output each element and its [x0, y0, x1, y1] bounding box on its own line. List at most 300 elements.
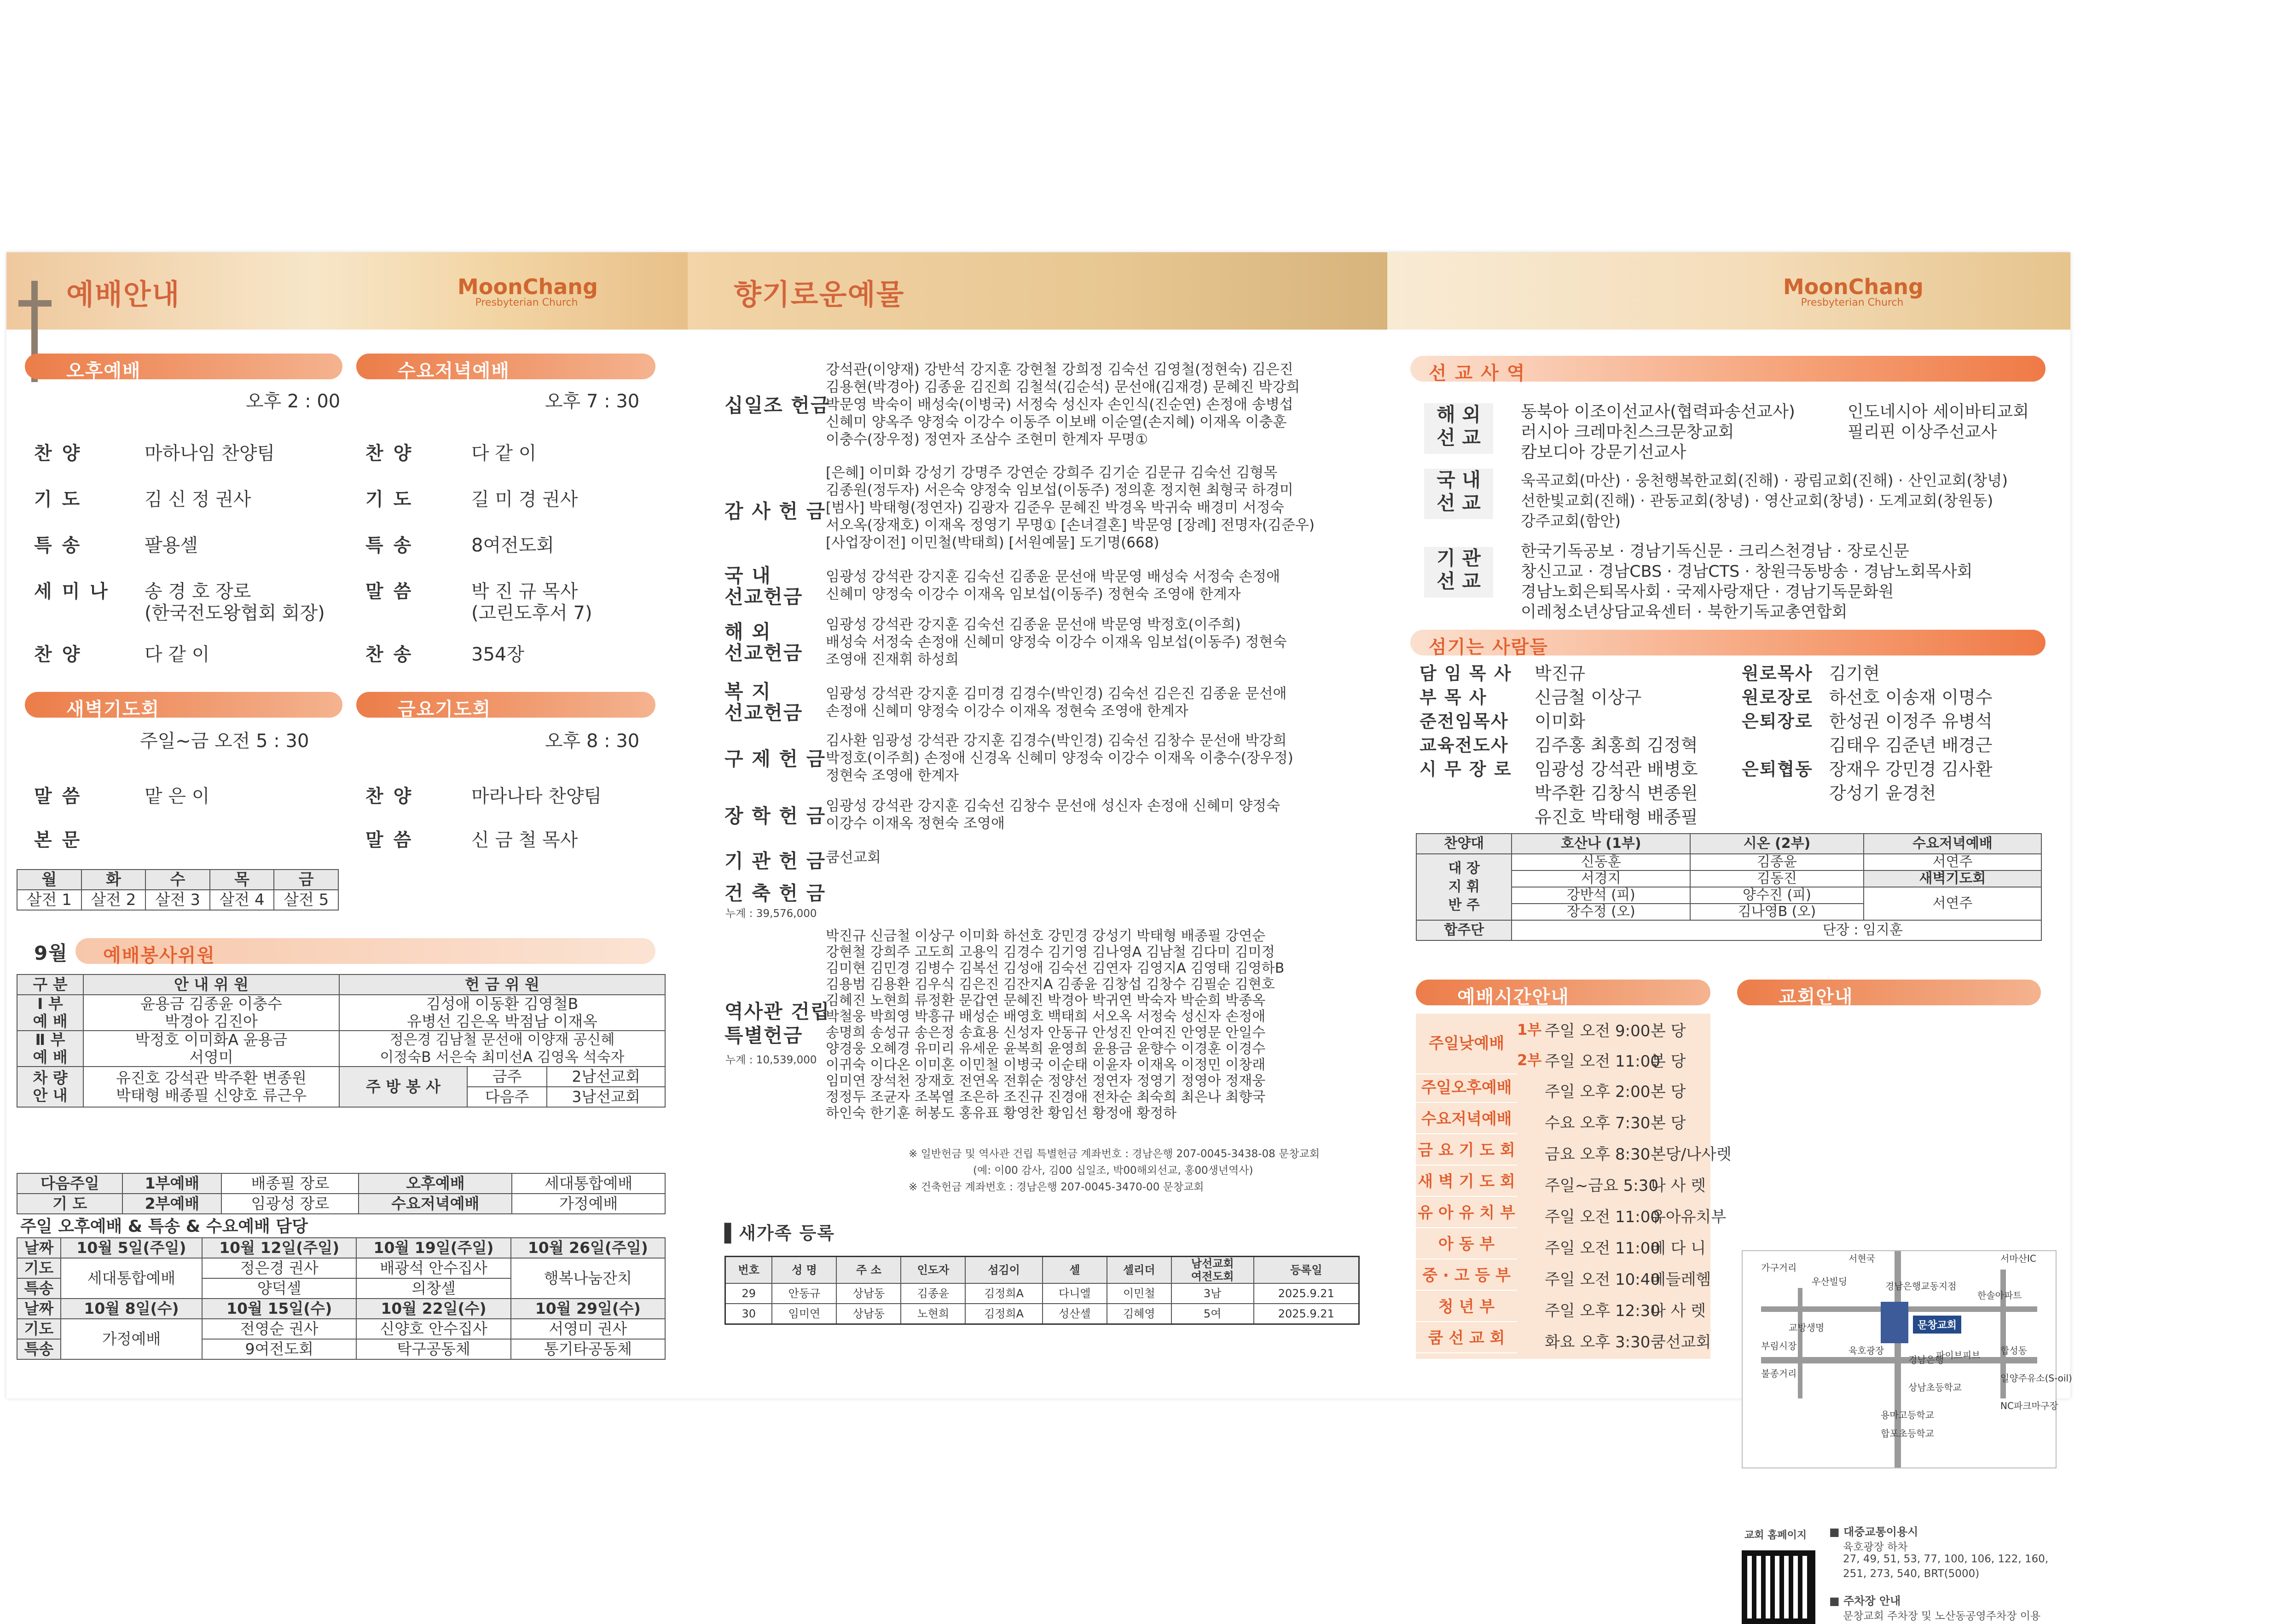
- afternoon-value: 김 신 정 권사: [145, 489, 251, 510]
- duty-row-label: 특송: [17, 1278, 61, 1299]
- offering-name-line: 양경웅 오혜경 유미리 유세운 윤복희 윤영희 윤용금 윤향수 이경훈 이경수: [826, 1041, 1266, 1057]
- servant-names: 김주홍 최홍희 김정혁: [1535, 735, 1698, 755]
- new-family-cell: 김정희A: [965, 1283, 1042, 1304]
- service-place: 베 다 니: [1651, 1239, 1706, 1258]
- duty-value: 정은경 권사: [202, 1258, 356, 1278]
- duty-date: 10월 19일(주일): [356, 1238, 510, 1258]
- friday-label: 말 씀: [365, 829, 413, 851]
- service-time: 주일 오후 2:00: [1545, 1083, 1651, 1101]
- new-family-cell: 안동규: [772, 1283, 836, 1304]
- map-label: 합포초등학교: [1881, 1428, 1934, 1439]
- servant-names: 한성권 이정주 유병석: [1829, 711, 1993, 731]
- overseas-item: 인도네시아 세이바티교회: [1848, 402, 2029, 421]
- domestic-line: 선한빛교회(진해) · 관동교회(창녕) · 영산교회(창녕) · 도계교회(창원동): [1521, 492, 1993, 510]
- servant-role: 은퇴협동: [1742, 759, 1813, 779]
- offering-name-line: 강석관(이양재) 강반석 강지훈 강현철 강희정 김숙선 김영철(정현숙) 김은진: [826, 361, 1293, 378]
- new-family-cell: 29: [725, 1283, 772, 1304]
- service-name: 아 동 부: [1416, 1230, 1517, 1259]
- afternoon-label: 찬 양: [34, 443, 82, 464]
- parking-info: 문창교회 주차장 및 노산동공영주차장 이용: [1843, 1610, 2041, 1622]
- offering-name-line: 박진규 신금철 이상구 이미화 하선호 강민경 강성기 박태형 배종필 강연순: [826, 928, 1266, 944]
- servant-role: 시 무 장 로: [1420, 759, 1512, 779]
- choir-member: 신동훈: [1512, 854, 1690, 870]
- church-brand: [1783, 274, 1924, 308]
- service-time: 주일~금요 5:30: [1545, 1177, 1659, 1195]
- servant-names: 김기현: [1829, 663, 1880, 684]
- map-label: 가구거리: [1761, 1262, 1797, 1273]
- offering-name-line: 이충수(장우정) 정연자 조삼수 조현미 한계자 무명①: [826, 431, 1148, 448]
- day-header: 화: [81, 870, 146, 890]
- afternoon-value: 송 경 호 장로: [145, 581, 251, 602]
- choir-role-label: 대 장 지 휘 반 주: [1416, 854, 1512, 920]
- offering-names: [826, 928, 1284, 1121]
- duty-row-label: 기도: [17, 1319, 61, 1339]
- day-header: 월: [17, 870, 81, 890]
- offering-name-line: 송명희 송성규 송은정 송효용 신성자 안동규 안성진 안여진 안영문 안일수: [826, 1025, 1266, 1041]
- duty-value: 의창셀: [356, 1278, 510, 1299]
- new-family-cell: 임미연: [772, 1304, 836, 1324]
- dawn-label: 말 씀: [34, 786, 82, 807]
- worship-panel: [6, 252, 688, 1398]
- offering-label: 장 학 헌 금: [724, 805, 826, 827]
- friday-value: 마라나타 찬양팀: [471, 786, 602, 807]
- church-building-icon: [1881, 1302, 1908, 1343]
- church-brand: [458, 276, 596, 308]
- service-time: 주일 오전 11:00: [1545, 1239, 1660, 1258]
- duty-date: 10월 8일(수): [61, 1299, 202, 1319]
- offering-name-line: 임광성 강석관 강지훈 김미경 김경수(박인경) 김숙선 김은진 김종윤 문선애: [826, 685, 1287, 702]
- friday-label: 찬 양: [365, 786, 413, 807]
- offering-names: [826, 568, 1280, 603]
- new-family-cell: 다니엘: [1043, 1283, 1107, 1304]
- wednesday-label: 말 씀: [365, 581, 413, 602]
- offering-name-line: [은혜] 이미화 강성기 강명주 강연순 강희주 김기순 김문규 김숙선 김형목: [826, 464, 1278, 481]
- servant-role: 준전임목사: [1420, 711, 1509, 731]
- offering-name-line: 강현철 강희주 고도희 고용익 김경수 김기영 김나영A 김남철 김다미 김미정: [826, 944, 1275, 960]
- new-family-row: [725, 1283, 1359, 1304]
- offering-name-line: 김용현(박경아) 김종윤 김진희 김철석(김순석) 문선애(김재경) 문혜진 박강희: [826, 379, 1300, 395]
- duty-value: 양덕셀: [202, 1278, 356, 1299]
- offering-names: [826, 685, 1286, 720]
- wednesday-label: 찬 송: [365, 644, 413, 665]
- offering-name-line: 김종원(정두자) 서은숙 양정숙 임보섭(이동주) 정의훈 정지현 최형국 하경미: [826, 482, 1293, 499]
- wednesday-label: 기 도: [365, 489, 413, 510]
- choir-header: 호산나 (1부): [1512, 834, 1690, 854]
- map-label: 부림시장: [1761, 1340, 1797, 1351]
- friday-time: 오후 8 : 30: [545, 731, 640, 752]
- choir-member: 서연주: [1864, 854, 2041, 870]
- overseas-item: 캄보디아 강문기선교사: [1521, 443, 1686, 462]
- offering-title: 향기로운예물: [734, 278, 905, 311]
- servant-role: 담 임 목 사: [1420, 663, 1512, 684]
- servant-names: 신금철 이상구: [1535, 687, 1642, 708]
- day-reading: 살전 3: [145, 890, 210, 910]
- new-family-cell: 이민철: [1107, 1283, 1171, 1304]
- choir-table: [1416, 833, 2042, 941]
- service-name: 수요저녁예배: [1416, 1105, 1517, 1134]
- new-family-header: 번호: [725, 1257, 772, 1284]
- offering-name-line: 김혜진 노현희 류정환 문갑연 문혜진 박경아 박귀연 박숙자 박순희 박종옥: [826, 992, 1266, 1009]
- new-family-cell: 김정희A: [965, 1304, 1042, 1324]
- duty-value: 가정예배: [61, 1319, 202, 1359]
- offering-name-line: 김미현 김민경 김병수 김복선 김성애 김숙선 김연자 김영지A 김영태 김영하B: [826, 960, 1285, 976]
- new-family-header: 셀: [1043, 1257, 1107, 1284]
- new-family-cell: 2025.9.21: [1254, 1304, 1359, 1324]
- info-banner: [1387, 252, 2070, 330]
- servant-names: 장재우 강민경 김사환: [1829, 759, 1993, 779]
- service-name: 주일낮예배: [1416, 1014, 1517, 1074]
- servant-names: 강성기 윤경천: [1829, 783, 1936, 803]
- bus-line: 육호광장 하차: [1843, 1541, 1908, 1553]
- new-family-header: 등록일: [1254, 1257, 1359, 1284]
- map-label: 파이브피브: [1936, 1350, 1981, 1361]
- choir-member: 서연주: [1864, 887, 2041, 920]
- times-header: 예배시간안내: [1416, 980, 1710, 1005]
- offering-panel: [688, 252, 1387, 1398]
- offering-name-line: 박정호(이주희) 손정애 신경옥 신혜미 양정숙 이강수 이재옥 이충수(장우정): [826, 750, 1293, 766]
- offering-name-line: 이귀숙 이다온 이미혼 이민철 이병국 이순태 이윤자 이재옥 이정민 이창래: [826, 1057, 1266, 1073]
- offering-name-line: 김사환 임광성 강석관 강지훈 김경수(박인경) 김숙선 김창수 문선애 박강희: [826, 732, 1287, 749]
- duty-date: 10월 22일(수): [356, 1299, 510, 1319]
- day-header: 수: [145, 870, 210, 890]
- wednesday-label: 특 송: [365, 535, 413, 556]
- overseas-item: 동북아 이조이선교사(협력파송선교사): [1521, 402, 1795, 421]
- offering-name-line: 손정애 신혜미 양정숙 이강수 이재옥 정현숙 조영애 한계자: [826, 703, 1188, 719]
- servant-role: 원로장로: [1742, 687, 1813, 708]
- afternoon-value: 팔용셀: [145, 535, 198, 556]
- new-family-cell: 30: [725, 1304, 772, 1324]
- worship-title: 예배안내: [66, 278, 180, 311]
- offering-label: 복 지 선교헌금: [724, 680, 803, 724]
- new-family-header: 주 소: [836, 1257, 901, 1284]
- ensemble-leader: 단장 : 임지훈: [1512, 920, 2041, 940]
- map-label: 경남은행교동지점: [1885, 1281, 1957, 1292]
- offering-name-line: 정정두 조균자 조복열 조은하 조진규 진경애 전차순 최숙희 최은나 최향국: [826, 1089, 1266, 1105]
- offering-label: 국 내 선교헌금: [724, 564, 803, 608]
- volunteer-col-header: 구 분: [17, 974, 83, 995]
- next-service: 수요저녁예배: [359, 1194, 512, 1214]
- day-reading: 살전 2: [81, 890, 146, 910]
- service-name: 주일오후예배: [1416, 1073, 1517, 1103]
- brand-sub: Presbyterian Church: [1801, 297, 1904, 308]
- duty-date: 10월 5일(주일): [61, 1238, 202, 1258]
- usher-names: 윤용금 김종윤 이충수 박경아 김진아: [83, 995, 339, 1031]
- afternoon-time: 오후 2 : 00: [246, 391, 341, 412]
- new-family-cell: 노현희: [901, 1304, 965, 1324]
- duty-date: 10월 29일(수): [511, 1299, 665, 1319]
- duty-row-label: 날짜: [17, 1238, 61, 1258]
- service-time: 수요 오후 7:30: [1545, 1114, 1651, 1132]
- volunteer-table: [17, 974, 666, 1108]
- account-example: (예: 이00 감사, 김00 십일조, 박00해외선교, 홍00생년역사): [973, 1165, 1253, 1177]
- new-family-cell: 상남동: [836, 1304, 901, 1324]
- building-total: 누계 : 39,576,000: [725, 908, 817, 920]
- map-label: 경남은행: [1908, 1354, 1944, 1365]
- wednesday-value: 다 같 이: [471, 443, 537, 464]
- new-family-header: 성 명: [772, 1257, 836, 1284]
- service-part: 2부: [1517, 1051, 1542, 1069]
- wednesday-value-note: (고린도후서 7): [471, 603, 592, 624]
- afternoon-value-note: (한국전도왕협회 회장): [145, 603, 325, 624]
- kitchen-group: 2남선교회: [547, 1067, 665, 1087]
- new-family-header: 셀리더: [1107, 1257, 1171, 1284]
- new-family-table: [724, 1256, 1360, 1325]
- service-place: 본 당: [1651, 1052, 1686, 1071]
- service-time: 주일 오후 12:30: [1545, 1302, 1660, 1320]
- offering-label: 해 외 선교헌금: [724, 621, 803, 664]
- next-prayer: 임광성 장로: [221, 1194, 359, 1214]
- service-time: 주일 오전 11:00: [1545, 1052, 1660, 1071]
- service-place: 본 당: [1651, 1022, 1686, 1040]
- offering-name-line: 정현숙 조영애 한계자: [826, 767, 959, 784]
- offering-name-line: 임광성 강석관 강지훈 김숙선 김종윤 문선애 박문영 박정호(이주희): [826, 616, 1241, 633]
- map-label: 서현국: [1848, 1253, 1875, 1264]
- service-name: 청 년 부: [1416, 1293, 1517, 1322]
- next-prayer: 가정예배: [512, 1194, 665, 1214]
- service-place: 본 당: [1651, 1083, 1686, 1101]
- map-label: 불종거리: [1761, 1368, 1797, 1379]
- offering-name-line: 임미연 장석천 장재호 전연옥 전휘순 정양선 정연자 정영기 정영아 정재웅: [826, 1073, 1266, 1089]
- offering-names: [826, 616, 1286, 668]
- choir-member: 김나영B (오): [1690, 904, 1864, 920]
- offering-name-line: [사업장이전] 이민철(박태희) [서원예물] 도기명(668): [826, 534, 1159, 551]
- domestic-line: 강주교회(함안): [1521, 512, 1621, 530]
- next-service: 2부예배: [122, 1194, 221, 1214]
- service-time: 주일 오전 9:00: [1545, 1022, 1651, 1040]
- offering-names: [826, 361, 1300, 448]
- offering-name-line: 배성숙 서정숙 손정애 신혜미 양정숙 이강수 이재옥 임보섭(이동주) 정현숙: [826, 634, 1287, 650]
- servant-names: 김태우 김준년 배경근: [1829, 735, 1993, 755]
- day-reading: 살전 1: [17, 890, 81, 910]
- new-family-cell: 성산셀: [1043, 1304, 1107, 1324]
- map-label: 합성동: [2000, 1345, 2027, 1356]
- map-label: NC파크마구장: [2000, 1400, 2058, 1411]
- afternoon-value: 다 같 이: [145, 644, 210, 665]
- next-week-table: [17, 1173, 666, 1214]
- offering-names: 정은경 김남철 문선애 이양재 공신혜 이정숙B 서은숙 최미선A 김영옥 석숙자: [339, 1031, 665, 1067]
- servant-names: 하선호 이송재 이명수: [1829, 687, 1993, 708]
- overseas-item: 러시아 크레마친스크문창교회: [1521, 423, 1734, 441]
- domestic-label: 국 내 선 교: [1424, 469, 1493, 519]
- next-prayer: 세대통합예배: [512, 1173, 665, 1194]
- new-family-cell: 김혜영: [1107, 1304, 1171, 1324]
- offering-name-line: 조영애 진재휘 하성희: [826, 651, 959, 668]
- new-family-header: 인도자: [901, 1257, 965, 1284]
- offering-name-line: 임광성 강석관 강지훈 김숙선 김창수 문선애 성신자 손정애 신혜미 양정숙: [826, 798, 1281, 814]
- new-family-row: [725, 1304, 1359, 1324]
- duty-row-label: 특송: [17, 1339, 61, 1359]
- map-road: [1798, 1288, 1802, 1398]
- next-week-label: 기 도: [17, 1194, 122, 1214]
- servant-role: 부 목 사: [1420, 687, 1487, 708]
- offering-label: 감 사 헌 금: [724, 500, 826, 522]
- qr-code-icon[interactable]: [1742, 1550, 1815, 1624]
- history-total: 누계 : 10,539,000: [725, 1054, 817, 1066]
- service-name: 쿰 선 교 회: [1416, 1324, 1517, 1353]
- offering-label: 기 관 헌 금: [724, 850, 826, 872]
- offering-name-line: 박문영 박숙이 배성숙(이병국) 서정숙 성신자 손인식(진순연) 손정애 송병섭: [826, 396, 1293, 413]
- service-place: 본 당: [1651, 1114, 1686, 1132]
- new-family-cell: 상남동: [836, 1283, 901, 1304]
- choir-member: 김동진: [1690, 870, 1864, 887]
- parking-names: 유진호 강석관 박주환 변종원 박태형 배종필 신양호 류근우: [83, 1067, 339, 1107]
- day-reading: 살전 4: [210, 890, 274, 910]
- choir-header: 찬양대: [1416, 834, 1512, 854]
- afternoon-header: 오후예배: [25, 354, 342, 379]
- volunteer-month: 9월: [34, 942, 68, 964]
- service-place: 베들레헴: [1651, 1270, 1711, 1289]
- choir-member: 양수진 (피): [1690, 887, 1864, 904]
- church-marker: 문창교회: [1913, 1316, 1961, 1334]
- service-place: 쿰선교회: [1651, 1333, 1711, 1351]
- wednesday-value: 354장: [471, 644, 524, 665]
- servant-role: 원로목사: [1742, 663, 1813, 684]
- dawn-label: 본 문: [34, 829, 82, 851]
- duty-row-label: 기도: [17, 1258, 61, 1278]
- volunteer-row-label: Ⅰ 부 예 배: [17, 995, 83, 1031]
- new-family-cell: 2025.9.21: [1254, 1283, 1359, 1304]
- info-panel: [1387, 252, 2070, 1398]
- service-place: 나 사 렛: [1651, 1302, 1706, 1320]
- kitchen-label: 주 방 봉 사: [339, 1067, 467, 1107]
- offering-name-line: [범사] 박태형(정연자) 김광자 김준우 문혜진 박경옥 박귀숙 배경미 서정숙: [826, 499, 1284, 516]
- offering-name-line: 임광성 강석관 강지훈 김숙선 김종윤 문선애 박문영 배성숙 서정숙 손정애: [826, 568, 1281, 585]
- offering-name-line: 김용범 김용환 김우식 김은진 김잔지A 김종윤 김창섭 김창수 김필순 김현호: [826, 976, 1275, 992]
- duty-date: 10월 15일(수): [202, 1299, 356, 1319]
- bus-line: 27, 49, 51, 53, 77, 100, 106, 122, 160,: [1843, 1553, 2049, 1565]
- duty-value: 탁구공동체: [356, 1339, 510, 1359]
- offering-name-line: 신혜미 양정숙 이강수 이재옥 임보섭(이동주) 정현숙 조영애 한계자: [826, 586, 1241, 603]
- homepage-label: 교회 홈페이지: [1744, 1530, 1807, 1541]
- map-label: 우산빌딩: [1812, 1276, 1848, 1287]
- new-family-title: ▌새가족 등록: [724, 1223, 835, 1243]
- offering-names: [826, 732, 1293, 784]
- agency-line: 창신고교 · 경남CBS · 경남CTS · 창원극동방송 · 경남노회목사회: [1521, 563, 1973, 581]
- day-header: 금: [274, 870, 338, 890]
- account-note: ※ 일반헌금 및 역사관 건립 특별헌금 계좌번호 : 경남은행 207-0045-3438-08 문창교회: [909, 1148, 1320, 1160]
- servant-names: 유진호 박태형 배종필: [1535, 807, 1698, 827]
- day-header: 목: [210, 870, 274, 890]
- volunteer-col-header: 안 내 위 원: [83, 974, 339, 995]
- map-label: 용마고등학교: [1881, 1409, 1934, 1421]
- bulletin-sheet: [6, 252, 2072, 1622]
- volunteer-row-label: 차 량 안 내: [17, 1067, 83, 1107]
- church-map: [1742, 1250, 2072, 1468]
- offering-name-line: 박철웅 박희영 박흥규 배성순 배영호 백태희 서오옥 서정숙 성신자 손정애: [826, 1009, 1266, 1025]
- duty-date: 10월 12일(주일): [202, 1238, 356, 1258]
- wednesday-value: 박 진 규 목사: [471, 581, 578, 602]
- volunteer-col-header: 헌 금 위 원: [339, 974, 665, 995]
- choir-header: 시온 (2부): [1690, 834, 1864, 854]
- offering-name-line: 이강수 이재옥 정현숙 조영애: [826, 815, 1005, 832]
- duty-value: 전영순 권사: [202, 1319, 356, 1339]
- duty-value: 배광석 안수집사: [356, 1258, 510, 1278]
- agency-line: 한국기독공보 · 경남기독신문 · 크리스천경남 · 장로신문: [1521, 542, 1909, 561]
- map-label: 한솔아파트: [1977, 1290, 2022, 1301]
- duty-value: 행복나눔잔치: [511, 1258, 665, 1299]
- next-service: 오후예배: [359, 1173, 512, 1194]
- service-time: 금요 오후 8:30: [1545, 1145, 1651, 1164]
- service-time: 주일 오전 10:40: [1545, 1270, 1660, 1289]
- dawn-time: 주일~금 오전 5 : 30: [140, 731, 309, 752]
- offering-name-line: 쿰선교회: [826, 849, 881, 866]
- kitchen-week: 금주: [467, 1067, 547, 1087]
- duty-row-label: 날짜: [17, 1299, 61, 1319]
- new-family-header: 남선교회 여전도회: [1171, 1257, 1254, 1284]
- dawn-header: 새벽기도회: [25, 692, 342, 718]
- guide-header: 교회안내: [1737, 980, 2041, 1005]
- servant-role: 은퇴장로: [1742, 711, 1813, 731]
- brand-sub: Presbyterian Church: [475, 297, 578, 308]
- service-place: 본당/나사렛: [1651, 1145, 1732, 1164]
- map-label: 육호광장: [1848, 1345, 1884, 1356]
- offering-name-line: 하인숙 한기훈 허봉도 홍유표 황영찬 황임선 황정애 황정하: [826, 1105, 1177, 1121]
- choir-header: 새벽기도회: [1864, 870, 2041, 887]
- afternoon-label: 기 도: [34, 489, 82, 510]
- dawn-reading-table: [17, 869, 339, 911]
- duty-title: 주일 오후예배 & 특송 & 수요예배 담당: [20, 1217, 308, 1236]
- wednesday-value: 8여전도회: [471, 535, 555, 556]
- kitchen-week: 다음주: [467, 1087, 547, 1107]
- duty-table: [17, 1237, 666, 1360]
- wednesday-label: 찬 양: [365, 443, 413, 464]
- volunteer-header: 예배봉사위원: [75, 938, 655, 964]
- new-family-cell: 5여: [1171, 1304, 1254, 1324]
- bus-title: ■ 대중교통이용시: [1829, 1525, 1918, 1538]
- wednesday-time: 오후 7 : 30: [545, 391, 640, 412]
- friday-header: 금요기도회: [356, 692, 655, 718]
- duty-value: 통기타공동체: [511, 1339, 665, 1359]
- next-week-label: 다음주일: [17, 1173, 122, 1194]
- map-label: 상남초등학교: [1908, 1382, 1962, 1393]
- offering-label: 건 축 헌 금: [724, 882, 826, 905]
- overseas-item: 필리핀 이상주선교사: [1848, 423, 1997, 441]
- service-place: 유아유치부: [1651, 1208, 1727, 1226]
- offering-names: [826, 464, 1315, 551]
- servant-role: 교육전도사: [1420, 735, 1509, 755]
- afternoon-value: 마하나임 찬양팀: [145, 443, 275, 464]
- bus-line: 251, 273, 540, BRT(5000): [1843, 1568, 1980, 1580]
- duty-value: 서영미 권사: [511, 1319, 665, 1339]
- usher-names: 박정호 이미화A 윤용금 서영미: [83, 1031, 339, 1067]
- servant-names: 박주환 김창식 변종원: [1535, 783, 1698, 803]
- choir-member: 강반석 (피): [1512, 887, 1690, 904]
- kitchen-group: 3남선교회: [547, 1087, 665, 1107]
- offering-name-line: 서오옥(장재호) 이재옥 정영기 무명① [손녀결혼] 박문영 [장례] 전명자(김준우): [826, 517, 1315, 534]
- duty-value: 9여전도회: [202, 1339, 356, 1359]
- choir-member: 장수정 (오): [1512, 904, 1690, 920]
- brand-name: MoonChang: [1783, 274, 1924, 299]
- afternoon-label: 특 송: [34, 535, 82, 556]
- new-family-cell: 3남: [1171, 1283, 1254, 1304]
- overseas-label: 해 외 선 교: [1424, 403, 1493, 454]
- brand-name: MoonChang: [458, 274, 598, 299]
- next-prayer: 배종필 장로: [221, 1173, 359, 1194]
- building-account-note: ※ 건축헌금 계좌번호 : 경남은행 207-0045-3470-00 문창교회: [909, 1181, 1204, 1193]
- next-service: 1부예배: [122, 1173, 221, 1194]
- new-family-header: 섬김이: [965, 1257, 1042, 1284]
- day-reading: 살전 5: [274, 890, 338, 910]
- new-family-cell: 김종윤: [901, 1283, 965, 1304]
- service-name: 새 벽 기 도 회: [1416, 1167, 1517, 1197]
- offering-names: 김성애 이동환 김영철B 유병선 김은옥 박점남 이재옥: [339, 995, 665, 1031]
- parking-title: ■ 주차장 안내: [1829, 1595, 1901, 1607]
- service-part: 1부: [1517, 1021, 1542, 1038]
- map-label: 일양주유소(S-oil): [2000, 1373, 2072, 1384]
- offering-names: [826, 849, 881, 866]
- wednesday-header: 수요저녁예배: [356, 354, 655, 379]
- choir-member: 서경지: [1512, 870, 1690, 887]
